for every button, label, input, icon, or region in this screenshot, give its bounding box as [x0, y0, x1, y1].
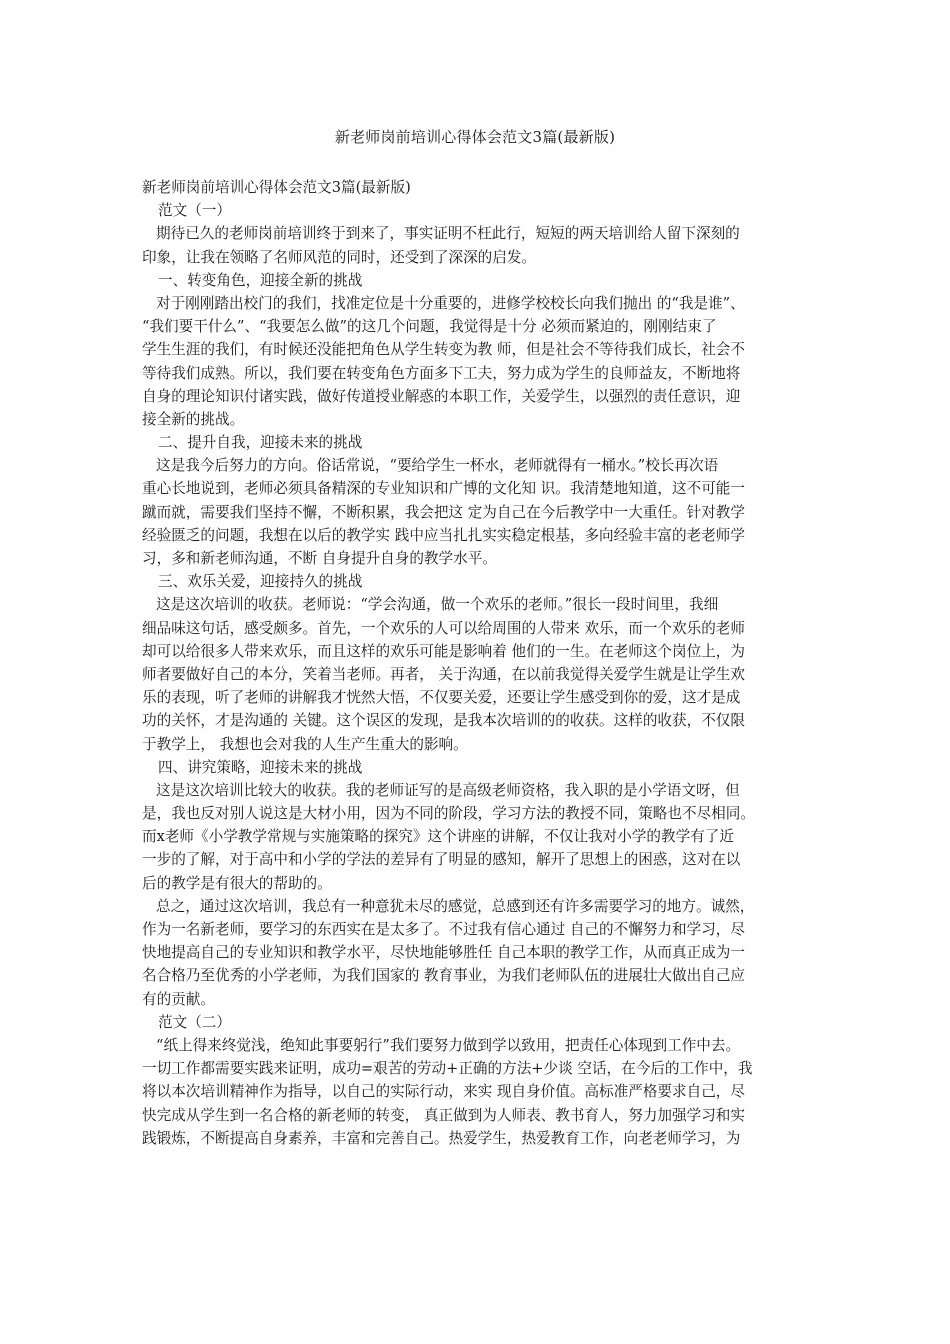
paragraph-line: 接全新的挑战。: [142, 410, 245, 428]
paragraph-line: 这是我今后努力的方向。俗话常说，“要给学生一杯水，老师就得有一桶水。”校长再次语: [156, 457, 719, 475]
document-body: [142, 176, 820, 1150]
paragraph-line: 重心长地说到，老师必须具备精深的专业知识和广博的文化知 识。我清楚地知道，这不可能一: [142, 480, 745, 498]
paragraph-line: 乐的表现，听了老师的讲解我才恍然大悟，不仅要关爱，还要让学生感受到你的爱，这才是成: [142, 689, 741, 707]
paragraph-line: 等待我们成熟。所以，我们要在转变角色方面多下工夫，努力成为学生的良师益友，不断地将: [142, 364, 741, 382]
section-heading-line: 四、讲究策略，迎接未来的挑战: [158, 758, 363, 776]
paragraph-line: 师者要做好自己的本分，笑着当老师。再者， 关于沟通，在以前我觉得关爱学生就是让学生欢: [142, 665, 745, 683]
paragraph-line: 却可以给很多人带来欢乐，而且这样的欢乐可能是影响着 他们的一生。在老师这个岗位上，为: [142, 642, 745, 660]
paragraph-line: 功的关怀，才是沟通的 关键。这个误区的发现，是我本次培训的的收获。这样的收获，不仅限: [142, 712, 745, 730]
paragraph-line: 一步的了解，对于高中和小学的学法的差异有了明显的感知，解开了思想上的困惑，这对在以: [142, 851, 741, 869]
section-heading-line: 三、欢乐关爱，迎接持久的挑战: [158, 573, 363, 591]
paragraph-line: 践锻炼，不断提高自身素养，丰富和完善自己。热爱学生，热爱教育工作，向老老师学习，为: [142, 1129, 741, 1147]
section-heading-line: 一、转变角色，迎接全新的挑战: [158, 271, 363, 289]
paragraph-line: 总之，通过这次培训，我总有一种意犹未尽的感觉，总感到还有许多需要学习的地方。诚然，: [156, 897, 755, 915]
paragraph-line: 经验匮乏的问题，我想在以后的教学实 践中应当扎扎实实稳定根基，多向经验丰富的老老师学: [142, 526, 745, 544]
paragraph-line: 作为一名新老师，要学习的东西实在是太多了。不过我有信心通过 自己的不懈努力和学习，尽: [142, 921, 745, 938]
paragraph-line: 快完成从学生到一名合格的新老师的转变， 真正做到为人师表、教书育人，努力加强学习和实: [142, 1106, 745, 1124]
paragraph-line: 自身的理论知识付诸实践，做好传道授业解惑的本职工作，关爱学生，以强烈的责任意识，迎: [142, 387, 741, 405]
paragraph-line: 名合格乃至优秀的小学老师，为我们国家的 教育事业，为我们老师队伍的进展壮大做出自己应: [142, 967, 745, 985]
paragraph-line: 将以本次培训精神作为指导，以自己的实际行动，来实 现自身价值。高标准严格要求自己，尽: [142, 1083, 745, 1101]
paragraph-line: 对于刚刚踏出校门的我们，找准定位是十分重要的，进修学校校长向我们抛出 的“我是谁”、: [156, 294, 745, 312]
paragraph-line: 快地提高自己的专业知识和教学水平，尽快地能够胜任 自己本职的教学工作，从而真正成为一: [142, 944, 745, 962]
paragraph-line: 细品味这句话，感受颇多。首先，一个欢乐的人可以给周围的人带来 欢乐，而一个欢乐的老师: [142, 619, 745, 637]
paragraph-line: 习，多和新老师沟通，不断 自身提升自身的教学水平。: [142, 550, 497, 567]
paragraph-line: “我们要干什么”、“我要怎么做”的这几个问题，我觉得是十分 必须而紧迫的，刚刚结束了: [142, 318, 717, 336]
paragraph-line: 这是这次培训的收获。老师说：“学会沟通，做一个欢乐的老师。”很长一段时间里，我细: [156, 596, 719, 614]
paragraph-line: 这是这次培训比较大的收获。我的老师证写的是高级老师资格，我入职的是小学语文呀，但: [156, 781, 740, 799]
paragraph-line: “纸上得来终觉浅，绝知此事要躬行”我们要努力做到学以致用，把责任心体现到工作中去。: [156, 1036, 741, 1054]
paragraph-line: 一切工作都需要实践来证明，成功=艰苦的劳动+正确的方法+少谈 空话，在今后的工作中，我: [142, 1060, 753, 1078]
paragraph-line: 有的贡献。: [142, 990, 215, 1008]
paragraph-line: 期待已久的老师岗前培训终于到来了，事实证明不枉此行，短短的两天培训给人留下深刻的: [156, 225, 740, 243]
paragraph-line: 是，我也反对别人说这是大材小用，因为不同的阶段，学习方法的教授不同，策略也不尽相同。: [142, 805, 755, 823]
paragraph-line: 而x老师《小学教学常规与实施策略的探究》这个讲座的讲解，不仅让我对小学的教学有了近: [142, 828, 734, 846]
section-heading-line: 范文（二）: [158, 1013, 231, 1031]
paragraph-line: 后的教学是有很大的帮助的。: [142, 874, 332, 892]
paragraph-line: 蹴而就，需要我们坚持不懈，不断积累，我会把这 定为自己在今后教学中一大重任。针对教学: [142, 503, 745, 521]
paragraph-line: 新老师岗前培训心得体会范文3篇(最新版): [142, 179, 411, 196]
paragraph-line: 印象，让我在领略了名师风范的同时，还受到了深深的启发。: [142, 248, 537, 266]
paragraph-line: 学生生涯的我们，有时候还没能把角色从学生转变为教 师，但是社会不等待我们成长，社会不: [142, 341, 745, 359]
section-heading-line: 二、提升自我，迎接未来的挑战: [158, 434, 363, 452]
section-heading-line: 范文（一）: [158, 202, 231, 220]
paragraph-line: 于教学上， 我想也会对我的人生产生重大的影响。: [142, 735, 468, 753]
page-header-title: 新老师岗前培训心得体会范文3篇(最新版): [334, 128, 616, 146]
